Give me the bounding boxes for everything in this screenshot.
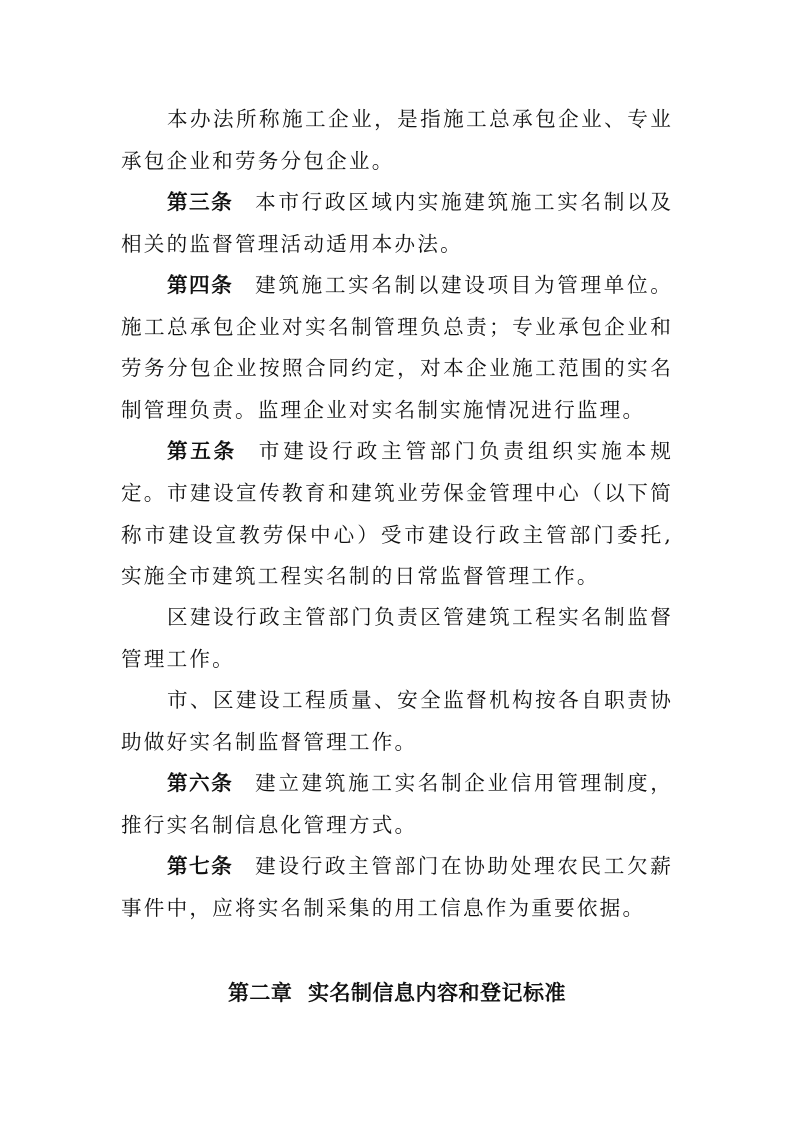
- article-7: [121, 846, 673, 929]
- paragraph-enterprise-definition: [121, 99, 673, 182]
- paragraph-supervision-agencies: [121, 680, 673, 763]
- article-4: [121, 265, 673, 431]
- paragraph-text: 建设行政主管部门在协助处理农民工欠薪事件中，应将实名制采集的用工信息作为重要依据。: [121, 854, 673, 920]
- paragraph-text: 建立建筑施工实名制企业信用管理制度，推行实名制信息化管理方式。: [121, 771, 673, 837]
- article-number: 第六条: [167, 771, 234, 795]
- paragraph-text: 区建设行政主管部门负责区管建筑工程实名制监督管理工作。: [121, 605, 673, 671]
- paragraph-text: 市建设行政主管部门负责组织实施本规定。: [121, 439, 673, 505]
- article-number: 第四条: [167, 273, 234, 297]
- paragraph-text: 本办法所称施工企业，是指施工总承包企业、专业承包企业和劳务分包企业。: [121, 107, 673, 173]
- article-3: [121, 182, 673, 265]
- paragraph-education-center: [121, 473, 673, 598]
- paragraph-district-authority: [121, 597, 673, 680]
- article-number: 第七条: [167, 854, 234, 878]
- chapter-title: 第二章 实名制信息内容和登记标准: [227, 981, 567, 1005]
- article-number: 第五条: [167, 439, 237, 463]
- article-6: [121, 763, 673, 846]
- paragraph-text: 本市行政区域内实施建筑施工实名制以及相关的监督管理活动适用本办法。: [121, 190, 673, 256]
- article-number: 第三条: [167, 190, 234, 214]
- paragraph-text: 市建设宣传教育和建筑业劳保金管理中心（以下简称市建设宣教劳保中心）受市建设行政主管部门委托,实施全市建筑工程实名制的日常监督管理工作。: [121, 481, 673, 588]
- paragraph-text: 建筑施工实名制以建设项目为管理单位。施工总承包企业对实名制管理负总责；专业承包企业和劳务分包企业按照合同约定，对本企业施工范围的实名制管理负责。监理企业对实名制实施情况进行监理。: [121, 273, 673, 422]
- paragraph-text: 市、区建设工程质量、安全监督机构按各自职责协助做好实名制监督管理工作。: [121, 688, 673, 754]
